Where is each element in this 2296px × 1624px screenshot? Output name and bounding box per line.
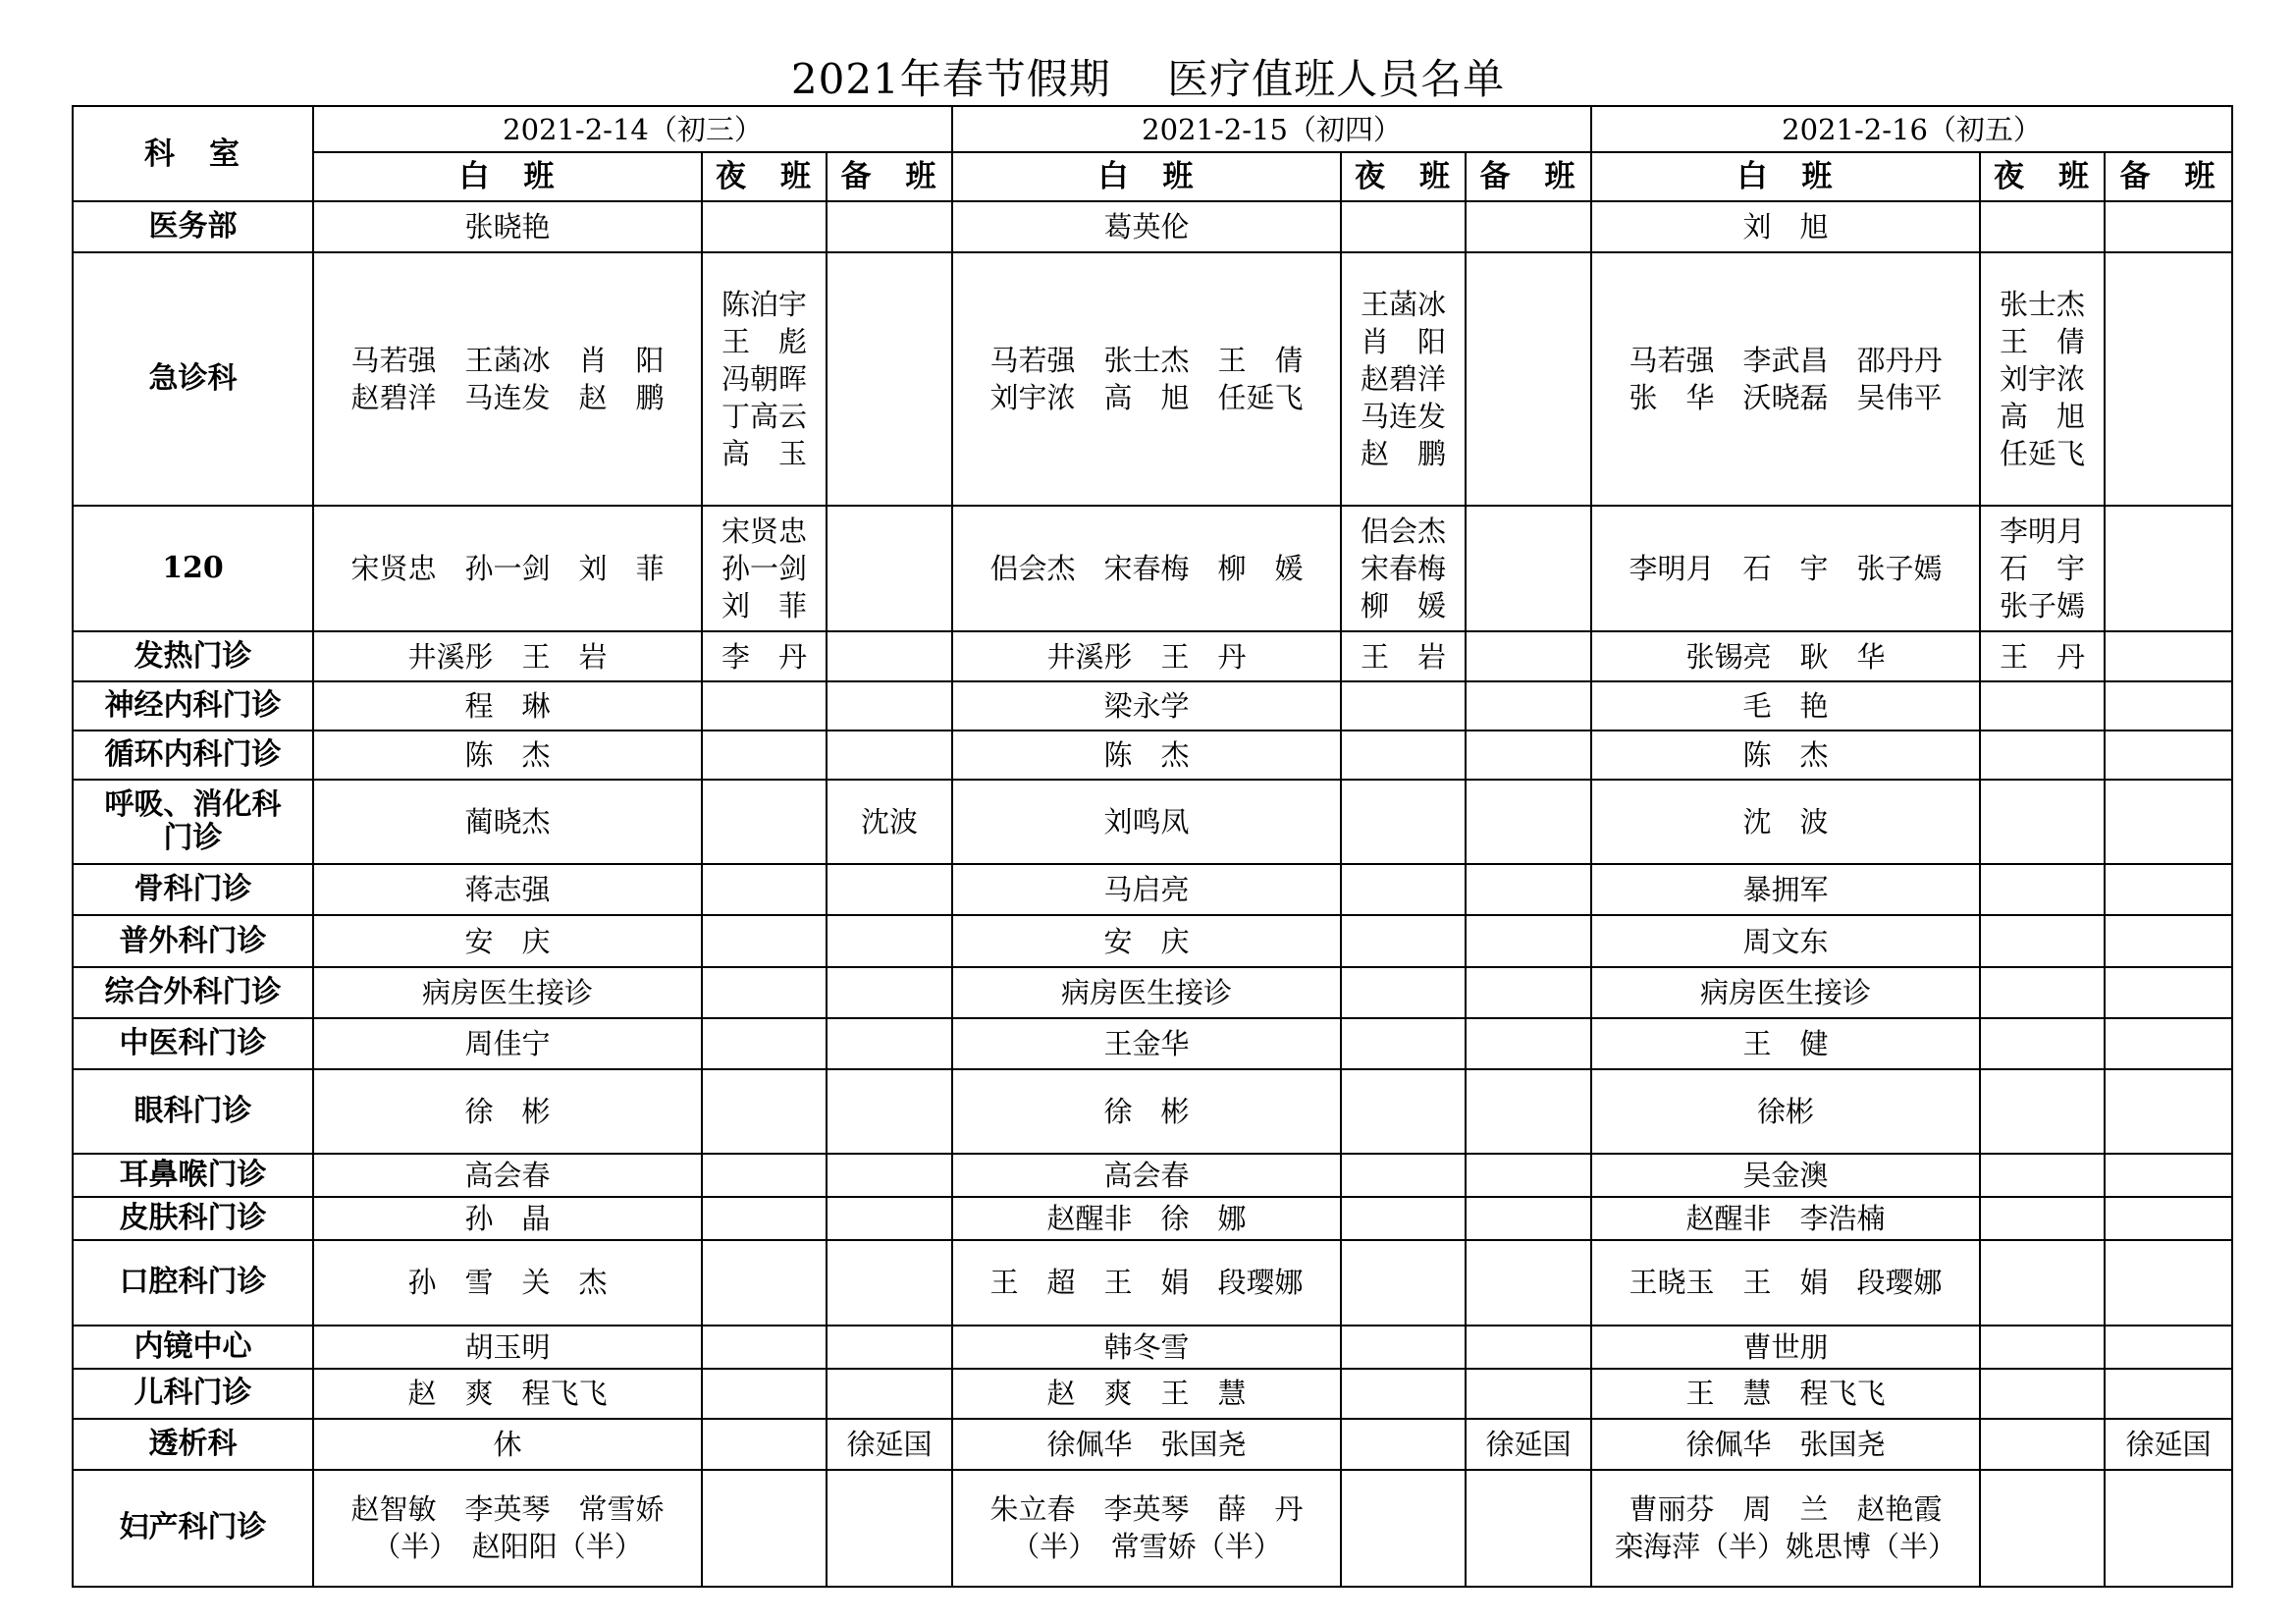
- duty-cell-night: [1980, 1154, 2105, 1197]
- duty-cell-day: 马若强 王菡冰 肖 阳 赵碧洋 马连发 赵 鹏: [313, 252, 702, 506]
- duty-cell-standby: [827, 681, 952, 731]
- duty-cell-night: [702, 201, 827, 252]
- duty-cell-standby: 沈波: [827, 780, 952, 864]
- duty-cell-day: 安 庆: [952, 915, 1341, 966]
- dept-cell: 发热门诊: [73, 631, 313, 681]
- duty-cell-standby: [2105, 864, 2232, 915]
- duty-cell-day: 徐佩华 张国尧: [1591, 1419, 1980, 1470]
- shift-header-night: 夜 班: [1980, 152, 2105, 201]
- table-row: [73, 1470, 2232, 1587]
- duty-cell-day: 徐 彬: [952, 1069, 1341, 1154]
- duty-cell-day: 马若强 李武昌 邵丹丹 张 华 沃晓磊 吴伟平: [1591, 252, 1980, 506]
- duty-cell-night: [1980, 864, 2105, 915]
- duty-cell-standby: [2105, 1240, 2232, 1326]
- table-row: [73, 780, 2232, 864]
- duty-cell-night: [1980, 1326, 2105, 1369]
- duty-cell-day: 井溪彤 王 丹: [952, 631, 1341, 681]
- duty-cell-day: 宋贤忠 孙一剑 刘 菲: [313, 506, 702, 631]
- duty-cell-standby: [827, 1154, 952, 1197]
- duty-cell-standby: [2105, 1018, 2232, 1069]
- duty-cell-standby: [2105, 1197, 2232, 1240]
- shift-header-night: 夜 班: [1341, 152, 1466, 201]
- duty-cell-standby: [1466, 864, 1591, 915]
- duty-cell-night: [1341, 731, 1466, 780]
- table-row: [73, 1069, 2232, 1154]
- duty-cell-night: [1341, 1197, 1466, 1240]
- duty-cell-day: 陈 杰: [1591, 731, 1980, 780]
- dept-cell: 透析科: [73, 1419, 313, 1470]
- duty-cell-day: 吴金澳: [1591, 1154, 1980, 1197]
- duty-cell-day: 毛 艳: [1591, 681, 1980, 731]
- duty-cell-night: [1980, 681, 2105, 731]
- duty-cell-day: 曹世朋: [1591, 1326, 1980, 1369]
- dept-cell: 耳鼻喉门诊: [73, 1154, 313, 1197]
- duty-cell-standby: [1466, 731, 1591, 780]
- shift-header-day: 白 班: [313, 152, 702, 201]
- duty-cell-night: [702, 915, 827, 966]
- duty-cell-night: [1341, 967, 1466, 1018]
- duty-cell-day: 王 超 王 娟 段璎娜: [952, 1240, 1341, 1326]
- duty-cell-day: 王晓玉 王 娟 段璎娜: [1591, 1240, 1980, 1326]
- duty-cell-night: [702, 1369, 827, 1419]
- duty-cell-night: [702, 1419, 827, 1470]
- table-row: [73, 506, 2232, 631]
- dept-cell: 皮肤科门诊: [73, 1197, 313, 1240]
- dept-header: 科 室: [73, 106, 313, 201]
- duty-cell-standby: [2105, 780, 2232, 864]
- duty-cell-night: [1341, 1326, 1466, 1369]
- duty-cell-day: 李明月 石 宇 张子嫣: [1591, 506, 1980, 631]
- date-header-1: 2021-2-15（初四）: [952, 106, 1591, 152]
- duty-cell-day: 韩冬雪: [952, 1326, 1341, 1369]
- table-row: [73, 631, 2232, 681]
- duty-cell-day: 朱立春 李英琴 薛 丹 （半） 常雪娇（半）: [952, 1470, 1341, 1587]
- date-header-0: 2021-2-14（初三）: [313, 106, 952, 152]
- duty-cell-night: [702, 1018, 827, 1069]
- duty-cell-night: [702, 681, 827, 731]
- duty-cell-standby: [1466, 780, 1591, 864]
- duty-cell-standby: [1466, 1069, 1591, 1154]
- duty-cell-standby: [827, 506, 952, 631]
- dept-cell: 综合外科门诊: [73, 967, 313, 1018]
- duty-cell-day: 刘 旭: [1591, 201, 1980, 252]
- duty-cell-day: 赵智敏 李英琴 常雪娇 （半） 赵阳阳（半）: [313, 1470, 702, 1587]
- dept-cell: 中医科门诊: [73, 1018, 313, 1069]
- shift-header-day: 白 班: [952, 152, 1341, 201]
- duty-cell-day: 徐彬: [1591, 1069, 1980, 1154]
- duty-cell-standby: [827, 1069, 952, 1154]
- duty-cell-night: [1341, 1419, 1466, 1470]
- duty-cell-day: 张晓艳: [313, 201, 702, 252]
- table-row: [73, 967, 2232, 1018]
- table-row: [73, 731, 2232, 780]
- duty-cell-night: [702, 967, 827, 1018]
- duty-cell-standby: [1466, 1470, 1591, 1587]
- duty-cell-standby: [827, 1240, 952, 1326]
- dept-cell: 骨科门诊: [73, 864, 313, 915]
- duty-cell-night: 宋贤忠 孙一剑 刘 菲: [702, 506, 827, 631]
- duty-cell-day: 曹丽芬 周 兰 赵艳霞 栾海萍（半）姚思博（半）: [1591, 1470, 1980, 1587]
- dept-cell: 120: [73, 506, 313, 631]
- duty-cell-day: 病房医生接诊: [313, 967, 702, 1018]
- shift-header-standby: 备 班: [2105, 152, 2232, 201]
- duty-cell-night: [1341, 915, 1466, 966]
- duty-cell-night: [1980, 780, 2105, 864]
- duty-cell-standby: [2105, 252, 2232, 506]
- table-row: [73, 1326, 2232, 1369]
- duty-cell-night: [1980, 731, 2105, 780]
- duty-cell-day: 侣会杰 宋春梅 柳 媛: [952, 506, 1341, 631]
- dept-cell: 神经内科门诊: [73, 681, 313, 731]
- duty-cell-day: 赵 爽 王 慧: [952, 1369, 1341, 1419]
- duty-cell-day: 暴拥军: [1591, 864, 1980, 915]
- duty-cell-night: [1980, 967, 2105, 1018]
- duty-cell-standby: [2105, 1154, 2232, 1197]
- duty-cell-night: 王 丹: [1980, 631, 2105, 681]
- duty-cell-day: 高会春: [313, 1154, 702, 1197]
- duty-cell-night: [702, 1069, 827, 1154]
- duty-cell-standby: [1466, 1018, 1591, 1069]
- duty-cell-standby: 徐延国: [827, 1419, 952, 1470]
- duty-cell-day: 程 琳: [313, 681, 702, 731]
- duty-cell-standby: [827, 631, 952, 681]
- duty-cell-day: 孙 雪 关 杰: [313, 1240, 702, 1326]
- duty-cell-standby: [827, 252, 952, 506]
- dept-cell: 医务部: [73, 201, 313, 252]
- dept-cell: 内镜中心: [73, 1326, 313, 1369]
- duty-cell-day: 陈 杰: [952, 731, 1341, 780]
- duty-cell-standby: [2105, 1069, 2232, 1154]
- duty-cell-standby: [1466, 681, 1591, 731]
- dept-cell: 呼吸、消化科 门诊: [73, 780, 313, 864]
- duty-cell-standby: [827, 1470, 952, 1587]
- duty-cell-night: [1980, 915, 2105, 966]
- duty-cell-day: 胡玉明: [313, 1326, 702, 1369]
- duty-cell-standby: [827, 1018, 952, 1069]
- duty-cell-standby: 徐延国: [2105, 1419, 2232, 1470]
- dept-cell: 妇产科门诊: [73, 1470, 313, 1587]
- duty-cell-night: [1341, 780, 1466, 864]
- duty-cell-standby: [1466, 1197, 1591, 1240]
- duty-cell-day: 马启亮: [952, 864, 1341, 915]
- duty-cell-night: 张士杰 王 倩 刘宇浓 高 旭 任延飞: [1980, 252, 2105, 506]
- duty-cell-standby: [827, 967, 952, 1018]
- duty-cell-standby: [2105, 201, 2232, 252]
- shift-header-night: 夜 班: [702, 152, 827, 201]
- duty-cell-day: 周文东: [1591, 915, 1980, 966]
- duty-cell-night: [1341, 1240, 1466, 1326]
- table-row: [73, 1197, 2232, 1240]
- duty-roster-table: [72, 105, 2233, 1588]
- page-title: 2021年春节假期 医疗值班人员名单: [790, 55, 1506, 103]
- dept-cell: 眼科门诊: [73, 1069, 313, 1154]
- duty-cell-night: 侣会杰 宋春梅 柳 媛: [1341, 506, 1466, 631]
- duty-cell-night: [1341, 201, 1466, 252]
- duty-cell-day: 王 慧 程飞飞: [1591, 1369, 1980, 1419]
- duty-cell-night: 李 丹: [702, 631, 827, 681]
- duty-cell-night: [1980, 1419, 2105, 1470]
- duty-cell-night: [1980, 201, 2105, 252]
- duty-cell-night: [702, 1154, 827, 1197]
- duty-cell-night: [1341, 1069, 1466, 1154]
- duty-cell-day: 安 庆: [313, 915, 702, 966]
- duty-cell-standby: [827, 1326, 952, 1369]
- duty-cell-standby: [827, 731, 952, 780]
- duty-cell-standby: 徐延国: [1466, 1419, 1591, 1470]
- duty-cell-day: 马若强 张士杰 王 倩 刘宇浓 高 旭 任延飞: [952, 252, 1341, 506]
- duty-cell-night: [1341, 864, 1466, 915]
- duty-cell-night: 王 岩: [1341, 631, 1466, 681]
- duty-cell-night: 王菡冰 肖 阳 赵碧洋 马连发 赵 鹏: [1341, 252, 1466, 506]
- duty-cell-day: 病房医生接诊: [952, 967, 1341, 1018]
- table-row: [73, 1369, 2232, 1419]
- dept-cell: 普外科门诊: [73, 915, 313, 966]
- table-row: [73, 864, 2232, 915]
- duty-cell-day: 蔺晓杰: [313, 780, 702, 864]
- duty-cell-standby: [827, 201, 952, 252]
- shift-header-standby: 备 班: [827, 152, 952, 201]
- duty-cell-day: 井溪彤 王 岩: [313, 631, 702, 681]
- duty-cell-day: 刘鸣凤: [952, 780, 1341, 864]
- duty-cell-day: 王金华: [952, 1018, 1341, 1069]
- duty-cell-standby: [2105, 1326, 2232, 1369]
- duty-cell-day: 王 健: [1591, 1018, 1980, 1069]
- duty-cell-standby: [1466, 1326, 1591, 1369]
- duty-cell-standby: [2105, 731, 2232, 780]
- dept-cell: 循环内科门诊: [73, 731, 313, 780]
- duty-cell-night: [1341, 1470, 1466, 1587]
- duty-cell-night: 陈泊宇 王 彪 冯朝晖 丁高云 高 玉: [702, 252, 827, 506]
- duty-cell-night: [1980, 1018, 2105, 1069]
- duty-cell-night: [702, 864, 827, 915]
- table-row: [73, 915, 2232, 966]
- table-row: [73, 252, 2232, 506]
- duty-cell-night: [702, 1240, 827, 1326]
- duty-cell-day: 徐佩华 张国尧: [952, 1419, 1341, 1470]
- duty-cell-night: [702, 780, 827, 864]
- duty-cell-night: [1341, 681, 1466, 731]
- duty-cell-standby: [2105, 506, 2232, 631]
- duty-cell-day: 梁永学: [952, 681, 1341, 731]
- duty-cell-day: 高会春: [952, 1154, 1341, 1197]
- duty-cell-day: 徐 彬: [313, 1069, 702, 1154]
- duty-cell-night: [1341, 1154, 1466, 1197]
- table-row: [73, 1419, 2232, 1470]
- duty-cell-day: 赵 爽 程飞飞: [313, 1369, 702, 1419]
- duty-cell-day: 周佳宁: [313, 1018, 702, 1069]
- duty-cell-standby: [1466, 252, 1591, 506]
- duty-cell-night: 李明月 石 宇 张子嫣: [1980, 506, 2105, 631]
- duty-cell-day: 休: [313, 1419, 702, 1470]
- duty-cell-standby: [2105, 967, 2232, 1018]
- duty-cell-day: 陈 杰: [313, 731, 702, 780]
- duty-cell-night: [702, 731, 827, 780]
- duty-cell-night: [1341, 1369, 1466, 1419]
- table-row: [73, 1154, 2232, 1197]
- date-header-2: 2021-2-16（初五）: [1591, 106, 2232, 152]
- duty-cell-day: 赵醒非 徐 娜: [952, 1197, 1341, 1240]
- duty-cell-standby: [827, 1197, 952, 1240]
- table-row: [73, 1018, 2232, 1069]
- duty-cell-night: [702, 1197, 827, 1240]
- duty-cell-day: 孙 晶: [313, 1197, 702, 1240]
- duty-cell-standby: [827, 1369, 952, 1419]
- table-row: [73, 201, 2232, 252]
- duty-cell-day: 蒋志强: [313, 864, 702, 915]
- duty-cell-night: [1980, 1240, 2105, 1326]
- duty-cell-night: [702, 1470, 827, 1587]
- duty-cell-standby: [1466, 1369, 1591, 1419]
- shift-header-day: 白 班: [1591, 152, 1980, 201]
- duty-cell-standby: [1466, 201, 1591, 252]
- duty-cell-day: 张锡亮 耿 华: [1591, 631, 1980, 681]
- duty-cell-day: 病房医生接诊: [1591, 967, 1980, 1018]
- dept-cell: 口腔科门诊: [73, 1240, 313, 1326]
- duty-cell-standby: [2105, 1470, 2232, 1587]
- duty-cell-standby: [1466, 1240, 1591, 1326]
- duty-cell-day: 沈 波: [1591, 780, 1980, 864]
- dept-cell: 急诊科: [73, 252, 313, 506]
- duty-cell-night: [1980, 1369, 2105, 1419]
- duty-cell-standby: [2105, 631, 2232, 681]
- duty-cell-standby: [1466, 631, 1591, 681]
- duty-cell-day: 赵醒非 李浩楠: [1591, 1197, 1980, 1240]
- duty-cell-night: [702, 1326, 827, 1369]
- duty-cell-standby: [827, 915, 952, 966]
- duty-cell-night: [1980, 1069, 2105, 1154]
- duty-cell-standby: [2105, 915, 2232, 966]
- shift-header-standby: 备 班: [1466, 152, 1591, 201]
- dept-cell: 儿科门诊: [73, 1369, 313, 1419]
- duty-cell-standby: [1466, 1154, 1591, 1197]
- duty-cell-standby: [1466, 915, 1591, 966]
- duty-cell-standby: [1466, 967, 1591, 1018]
- table-row: [73, 681, 2232, 731]
- duty-cell-night: [1980, 1470, 2105, 1587]
- duty-cell-night: [1341, 1018, 1466, 1069]
- duty-cell-standby: [2105, 681, 2232, 731]
- table-row: [73, 1240, 2232, 1326]
- duty-cell-standby: [827, 864, 952, 915]
- duty-cell-day: 葛英伦: [952, 201, 1341, 252]
- duty-cell-standby: [1466, 506, 1591, 631]
- duty-cell-standby: [2105, 1369, 2232, 1419]
- duty-cell-night: [1980, 1197, 2105, 1240]
